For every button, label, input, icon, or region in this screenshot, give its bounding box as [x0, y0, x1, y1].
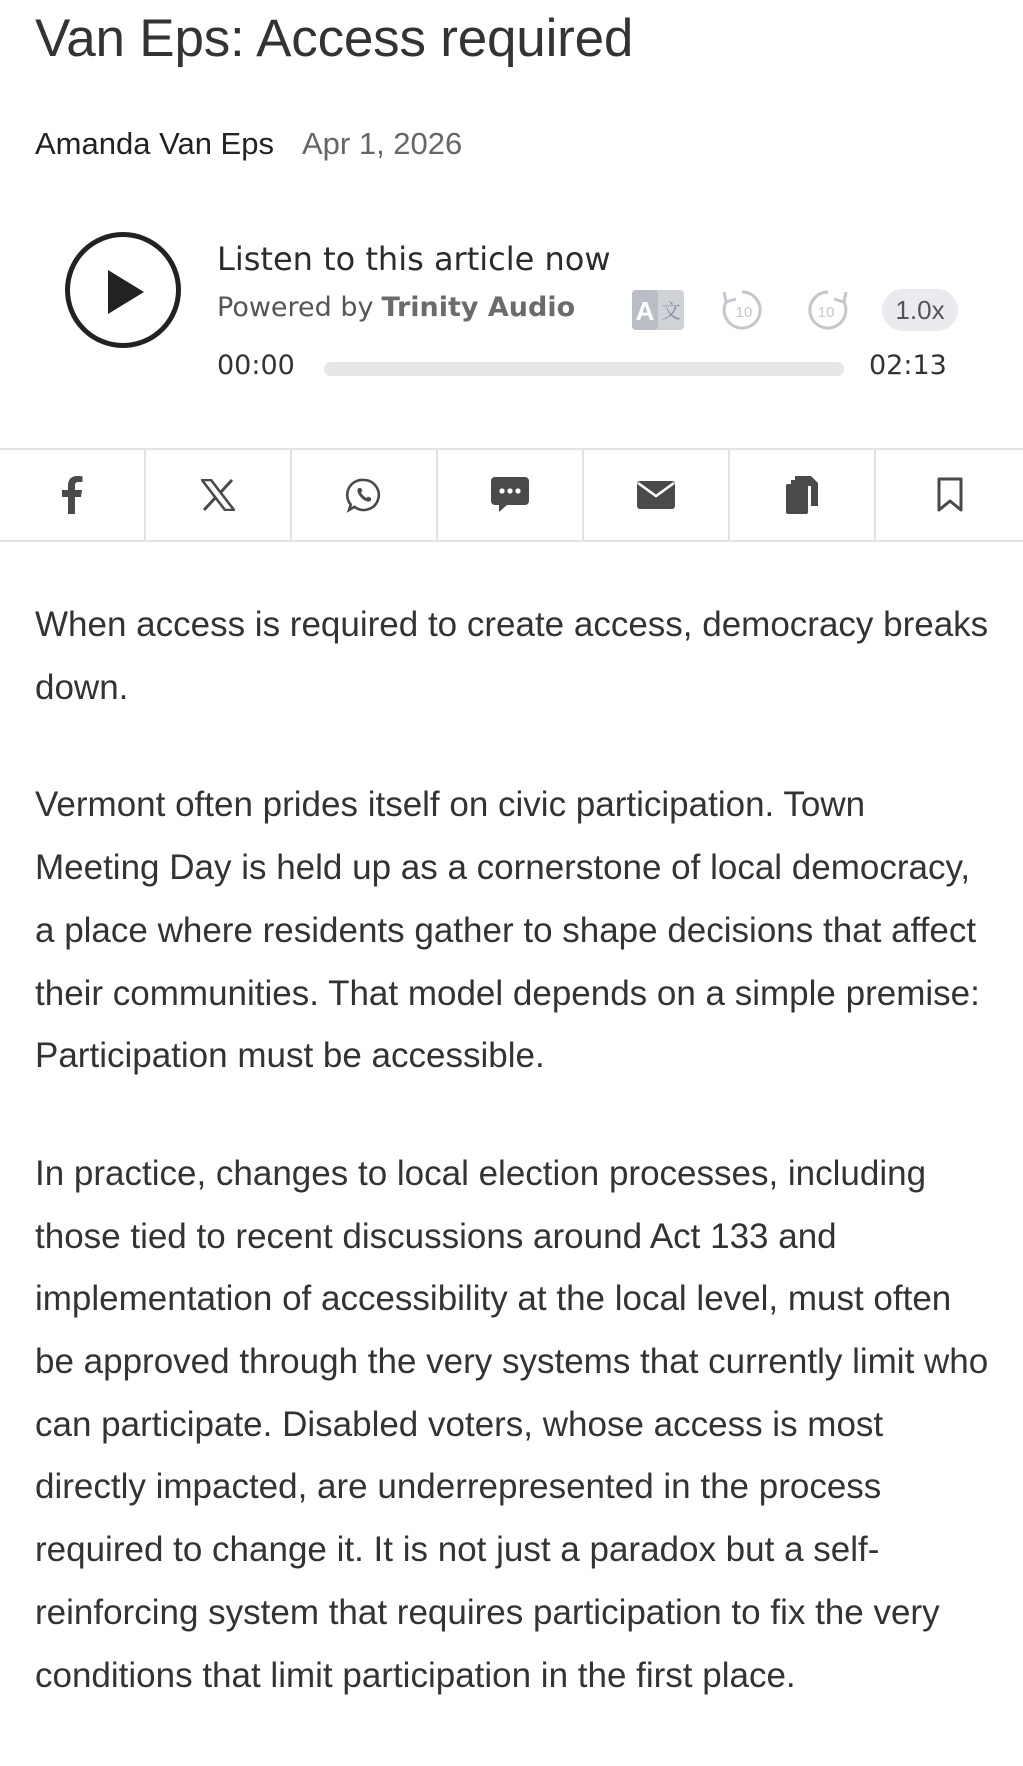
article-headline: Van Eps: Access required [35, 9, 634, 68]
share-facebook-button[interactable] [0, 450, 146, 540]
audio-player [0, 220, 1023, 400]
share-sms-button[interactable] [438, 450, 584, 540]
powered-by [217, 292, 575, 323]
powered-by-label: Powered by [217, 292, 374, 323]
share-bar [0, 448, 1023, 542]
x-twitter-icon [201, 479, 235, 511]
byline [35, 126, 462, 162]
share-whatsapp-button[interactable] [292, 450, 438, 540]
copy-link-icon [786, 476, 818, 514]
article-paragraph: When access is required to create access, democracy breaks down. [35, 605, 989, 707]
copy-link-button[interactable] [730, 450, 876, 540]
email-icon [637, 481, 675, 509]
trinity-audio-brand[interactable]: Trinity Audio [381, 292, 576, 323]
playback-speed-button[interactable]: 1.0x [882, 289, 958, 331]
article-body [35, 594, 995, 1762]
bookmark-button[interactable] [876, 450, 1023, 540]
whatsapp-icon [346, 477, 382, 513]
sms-icon [491, 477, 529, 513]
share-email-button[interactable] [584, 450, 730, 540]
svg-text:文: 文 [661, 299, 681, 323]
player-title: Listen to this article now [217, 240, 611, 278]
bookmark-icon [937, 477, 963, 513]
translate-icon[interactable] [632, 288, 686, 332]
play-button[interactable] [65, 232, 181, 348]
progress-bar[interactable] [324, 362, 844, 376]
duration: 02:13 [869, 350, 947, 381]
facebook-icon [61, 476, 83, 514]
author-name[interactable]: Amanda Van Eps [35, 126, 274, 161]
forward-label: 10 [817, 304, 835, 321]
article-paragraph: In practice, changes to local election processes, including those tied to recent discussions around Act 133 and implementation of accessibility at the local level, must often be approved through the very systems that currently limit who can participate. Disabled voters, whose access is most directly impacted, are underrepresented in the process required to change it. It is not just a paradox but a self-reinforcing system that requires participation to fix the very conditions that limit participation in the first place. [35, 1153, 989, 1695]
current-time: 00:00 [217, 350, 295, 381]
svg-text:A: A [635, 296, 655, 326]
forward-10-icon[interactable] [804, 286, 852, 334]
rewind-10-icon[interactable] [718, 286, 766, 334]
share-x-button[interactable] [146, 450, 292, 540]
article-paragraph: Vermont often prides itself on civic participation. Town Meeting Day is held up as a cornerstone of local democracy, a place where residents gather to shape decisions that affect their communities. That model depends on a simple premise: Participation must be accessible. [35, 785, 980, 1076]
publish-date: Apr 1, 2026 [301, 126, 463, 161]
rewind-label: 10 [735, 304, 753, 321]
play-icon [108, 270, 144, 314]
